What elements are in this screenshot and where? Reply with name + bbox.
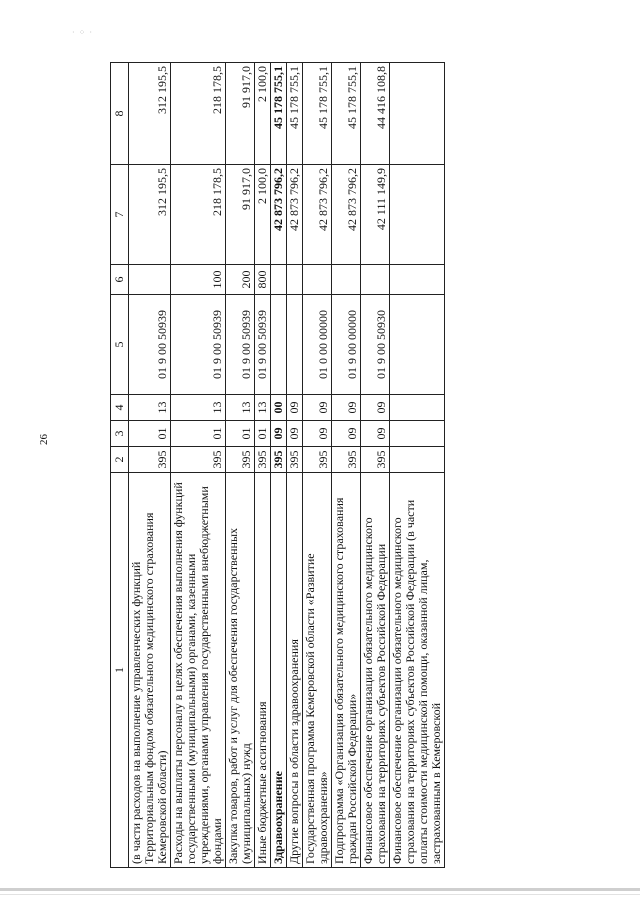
section-cell: 09	[361, 421, 390, 447]
header-cell: 8	[111, 63, 129, 165]
sum-cell: 312 195,5	[129, 165, 171, 265]
admin-code-cell: 395	[271, 447, 287, 473]
expense-type-cell	[361, 265, 390, 295]
table-row	[226, 63, 255, 868]
target-article-cell: 01 9 00 50939	[226, 295, 255, 395]
sum-cell: 42 111 149,9	[361, 165, 390, 265]
expense-type-cell	[287, 265, 303, 295]
sum-cell: 91 917,0	[226, 63, 255, 165]
subsection-cell: 00	[271, 395, 287, 421]
target-article-cell: 01 9 00 50939	[255, 295, 271, 395]
sum-cell	[390, 63, 445, 165]
sum-cell: 2 100,0	[255, 63, 271, 165]
subsection-cell: 09	[332, 395, 361, 421]
header-cell: 4	[111, 395, 129, 421]
subsection-cell: 13	[226, 395, 255, 421]
target-article-cell	[287, 295, 303, 395]
scan-edge-line	[0, 888, 640, 891]
row-name-cell: Подпрограмма «Организация обязательного медицинского страхования граждан Российской Федерации»	[332, 473, 361, 868]
admin-code-cell: 395	[303, 447, 332, 473]
table-row	[303, 63, 332, 868]
admin-code-cell: 395	[129, 447, 171, 473]
row-name-cell: Здравоохранение	[271, 473, 287, 868]
row-name-cell: Другие вопросы в области здравоохранения	[287, 473, 303, 868]
expense-type-cell: 800	[255, 265, 271, 295]
target-article-cell: 01 9 00 00000	[332, 295, 361, 395]
expense-type-cell	[332, 265, 361, 295]
section-cell: 09	[332, 421, 361, 447]
subsection-cell	[390, 395, 445, 421]
section-cell: 09	[303, 421, 332, 447]
page-number: 26	[38, 434, 50, 445]
sum-cell: 218 178,5	[171, 63, 226, 165]
subsection-cell: 13	[129, 395, 171, 421]
section-cell: 01	[255, 421, 271, 447]
sum-cell: 42 873 796,2	[287, 165, 303, 265]
sum-cell	[390, 165, 445, 265]
sum-cell: 2 100,0	[255, 165, 271, 265]
expense-type-cell	[271, 265, 287, 295]
header-cell: 2	[111, 447, 129, 473]
subsection-cell: 13	[255, 395, 271, 421]
target-article-cell: 01 0 00 00000	[303, 295, 332, 395]
budget-table	[110, 62, 445, 868]
sum-cell: 218 178,5	[171, 165, 226, 265]
admin-code-cell	[390, 447, 445, 473]
table-row	[171, 63, 226, 868]
expense-type-cell: 100	[171, 265, 226, 295]
sum-cell: 312 195,5	[129, 63, 171, 165]
admin-code-cell: 395	[255, 447, 271, 473]
admin-code-cell: 395	[171, 447, 226, 473]
section-cell: 09	[271, 421, 287, 447]
table-row	[361, 63, 390, 868]
table-row	[129, 63, 171, 868]
row-name-cell: Государственная программа Кемеровской области «Развитие здравоохранения»	[303, 473, 332, 868]
subsection-cell: 13	[171, 395, 226, 421]
scan-specks: · ⁘ ·	[72, 28, 94, 37]
sum-cell: 45 178 755,1	[332, 63, 361, 165]
table-row	[390, 63, 445, 868]
expense-type-cell	[129, 265, 171, 295]
section-cell: 01	[171, 421, 226, 447]
row-name-cell: Финансовое обеспечение организации обязательного медицинского страхования на территориях субъектов Российской Федерации	[361, 473, 390, 868]
row-name-cell: Финансовое обеспечение организации обязательного медицинского страхования на территориях субъектов Российской Федерации (в части оплаты стоимости медицинской помощи, оказанной лицам, застрахованным в Кемеровской	[390, 473, 445, 868]
row-name-cell: (в части расходов на выполнение управленческих функций Территориальным фондом обязательного медицинского страхования Кемеровской области)	[129, 473, 171, 868]
sum-cell: 45 178 755,1	[271, 63, 287, 165]
sum-cell: 45 178 755,1	[303, 63, 332, 165]
table-row	[255, 63, 271, 868]
target-article-cell: 01 9 00 50939	[129, 295, 171, 395]
target-article-cell: 01 9 00 50939	[171, 295, 226, 395]
admin-code-cell: 395	[332, 447, 361, 473]
header-cell: 6	[111, 265, 129, 295]
row-name-cell: Закупка товаров, работ и услуг для обеспечения государственных (муниципальных) нужд	[226, 473, 255, 868]
target-article-cell: 01 9 00 50930	[361, 295, 390, 395]
expense-type-cell	[390, 265, 445, 295]
admin-code-cell: 395	[361, 447, 390, 473]
row-name-cell: Иные бюджетные ассигнования	[255, 473, 271, 868]
section-cell	[390, 421, 445, 447]
section-cell: 01	[129, 421, 171, 447]
table-row	[287, 63, 303, 868]
sum-cell: 42 873 796,2	[271, 165, 287, 265]
subsection-cell: 09	[303, 395, 332, 421]
expense-type-cell	[303, 265, 332, 295]
table-row	[271, 63, 287, 868]
admin-code-cell: 395	[287, 447, 303, 473]
target-article-cell	[390, 295, 445, 395]
row-name-cell: Расходы на выплаты персоналу в целях обеспечения выполнения функций государственными (муниципальными) органами, казенными учреждениями, органами управления государственными внебюджетными фондами	[171, 473, 226, 868]
subsection-cell: 09	[287, 395, 303, 421]
sum-cell: 42 873 796,2	[332, 165, 361, 265]
section-cell: 01	[226, 421, 255, 447]
header-cell: 1	[111, 473, 129, 868]
header-row	[111, 63, 129, 868]
section-cell: 09	[287, 421, 303, 447]
sum-cell: 44 416 108,8	[361, 63, 390, 165]
header-cell: 7	[111, 165, 129, 265]
sum-cell: 42 873 796,2	[303, 165, 332, 265]
sum-cell: 91 917,0	[226, 165, 255, 265]
table-row	[332, 63, 361, 868]
subsection-cell: 09	[361, 395, 390, 421]
admin-code-cell: 395	[226, 447, 255, 473]
target-article-cell	[271, 295, 287, 395]
scan-edge-line	[0, 894, 640, 895]
header-cell: 3	[111, 421, 129, 447]
sum-cell: 45 178 755,1	[287, 63, 303, 165]
budget-table-container	[110, 63, 576, 868]
expense-type-cell: 200	[226, 265, 255, 295]
header-cell: 5	[111, 295, 129, 395]
